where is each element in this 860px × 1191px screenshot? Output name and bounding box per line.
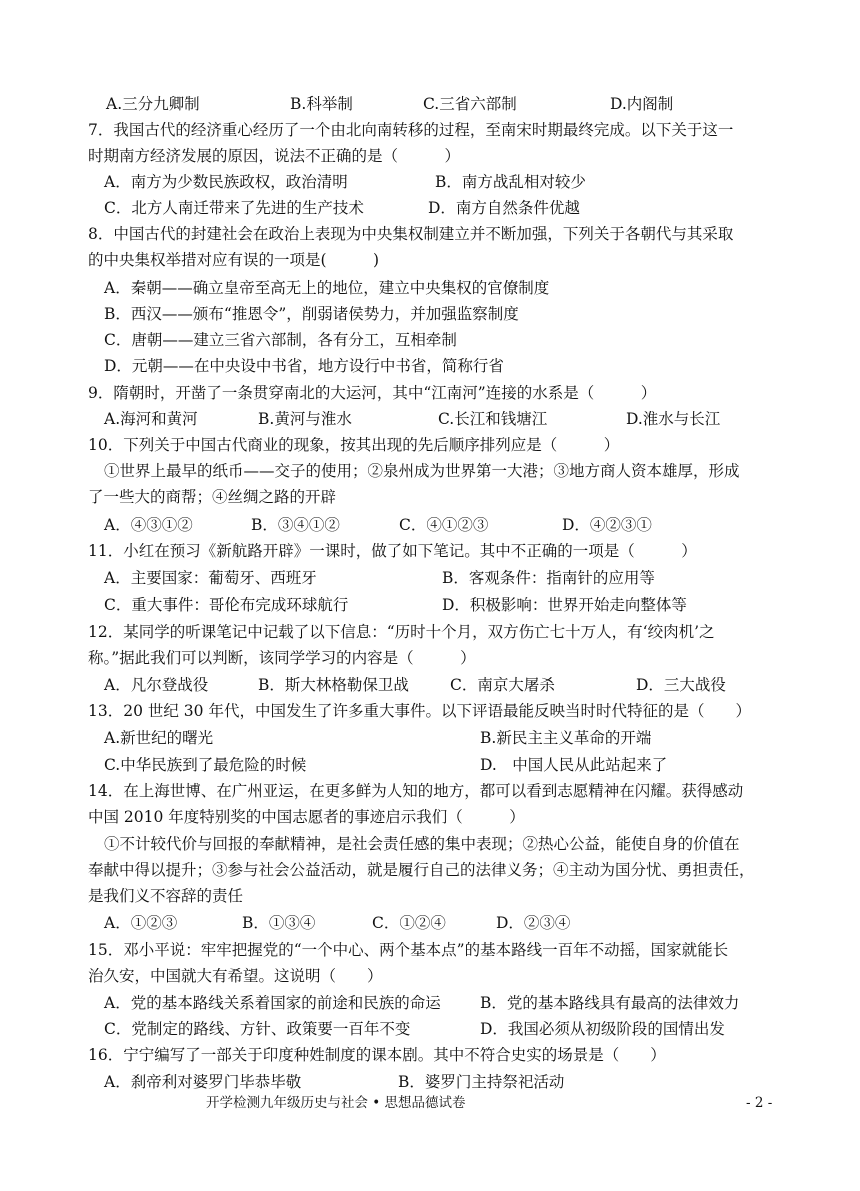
q6-option-c: C.三省六部制 <box>423 95 517 113</box>
q8-stem-line1: 8．中国古代的封建社会在政治上表现为中央集权制建立并不断加强，下列关于各朝代与其采取 <box>88 225 734 243</box>
q14-body-line3: 是我们义不容辞的责任 <box>88 887 244 905</box>
footer-exam-title: 开学检测九年级历史与社会 • 思想品德试卷 <box>206 1095 466 1111</box>
q6-option-a: A.三分九卿制 <box>106 95 200 113</box>
q13-option-c: C.中华民族到了最危险的时候 <box>104 756 307 774</box>
q11-option-d: D．积极影响：世界开始走向整体等 <box>442 596 687 614</box>
q11-stem: 11．小红在预习《新航路开辟》一课时，做了如下笔记。其中不正确的一项是（ ） <box>88 542 697 560</box>
q15-option-c: C．党制定的路线、方针、政策要一百年不变 <box>104 1020 411 1038</box>
q15-option-b: B．党的基本路线具有最高的法律效力 <box>480 994 740 1012</box>
q13-stem: 13．20 世纪 30 年代，中国发生了许多重大事件。以下评语最能反映当时时代特征的是（ ） <box>88 702 751 720</box>
q12-option-d: D．三大战役 <box>636 676 726 694</box>
q8-option-d: D．元朝——在中央设中书省，地方设行中书省，简称行省 <box>104 357 504 375</box>
q7-option-a: A．南方为少数民族政权，政治清明 <box>104 173 348 191</box>
q7-option-c: C．北方人南迁带来了先进的生产技术 <box>104 199 364 217</box>
q14-option-a: A．①②③ <box>104 914 178 932</box>
q9-option-c: C.长江和钱塘江 <box>438 410 548 428</box>
q12-stem-line2: 称。”据此我们可以判断，该同学学习的内容是（ ） <box>88 649 476 667</box>
q9-stem: 9．隋朝时，开凿了一条贯穿南北的大运河，其中“江南河”连接的水系是（ ） <box>88 384 657 402</box>
q7-option-b: B．南方战乱相对较少 <box>435 173 586 191</box>
q12-stem-line1: 12．某同学的听课笔记中记载了以下信息：“历时十个月，双方伤亡七十万人，有‘绞肉机’之 <box>88 623 715 641</box>
q14-body-line2: 奉献中得以提升；③参与社会公益活动，就是履行自己的法律义务；④主动为国分忧、勇担责任， <box>88 861 755 879</box>
q11-option-a: A．主要国家：葡萄牙、西班牙 <box>104 569 317 587</box>
q15-stem-line1: 15．邓小平说：牢牢把握党的“一个中心、两个基本点”的基本路线一百年不动摇，国家就能长 <box>88 941 729 959</box>
q12-option-b: B．斯大林格勒保卫战 <box>258 676 409 694</box>
q6-option-b: B.科举制 <box>290 95 353 113</box>
q8-option-b: B．西汉——颁布“推恩令”，削弱诸侯势力，并加强监察制度 <box>104 305 519 323</box>
q9-option-b: B.黄河与淮水 <box>258 410 352 428</box>
q10-option-d: D．④②③① <box>562 516 652 534</box>
q14-option-b: B．①③④ <box>242 914 316 932</box>
q13-option-d: D. 中国人民从此站起来了 <box>480 756 668 774</box>
q11-option-c: C．重大事件：哥伦布完成环球航行 <box>104 596 349 614</box>
q10-body-line2: 了一些大的商帮；④丝绸之路的开辟 <box>88 488 337 506</box>
footer-page-number: - 2 - <box>746 1095 773 1111</box>
q10-option-a: A．④③①② <box>104 516 193 534</box>
q8-stem-line2: 的中央集权举措对应有误的一项是( ) <box>88 251 380 269</box>
q16-option-b: B．婆罗门主持祭祀活动 <box>398 1073 565 1091</box>
q8-option-a: A．秦朝——确立皇帝至高无上的地位，建立中央集权的官僚制度 <box>104 279 550 297</box>
q12-option-c: C．南京大屠杀 <box>450 676 555 694</box>
q10-option-b: B．③④①② <box>251 516 340 534</box>
q11-option-b: B．客观条件：指南针的应用等 <box>442 569 655 587</box>
q14-option-d: D．②③④ <box>496 914 571 932</box>
q6-option-d: D.内阁制 <box>610 95 674 113</box>
q13-option-b: B.新民主主义革命的开端 <box>480 729 652 747</box>
q10-body-line1: ①世界上最早的纸币——交子的使用；②泉州成为世界第一大港；③地方商人资本雄厚，形成 <box>104 462 740 480</box>
q8-option-c: C．唐朝——建立三省六部制，各有分工，互相牵制 <box>104 331 457 349</box>
q14-option-c: C．①②④ <box>372 914 446 932</box>
q14-stem-line2: 中国 2010 年度特别奖的中国志愿者的事迹启示我们（ ） <box>88 808 525 826</box>
q12-option-a: A．凡尔登战役 <box>104 676 209 694</box>
q9-option-a: A.海河和黄河 <box>104 410 198 428</box>
q14-stem-line1: 14．在上海世博、在广州亚运，在更多鲜为人知的地方，都可以看到志愿精神在闪耀。获得感动 <box>88 782 744 800</box>
q16-stem: 16．宁宁编写了一部关于印度种姓制度的课本剧。其中不符合史实的场景是（ ） <box>88 1046 666 1064</box>
q14-body-line1: ①不计较代价与回报的奉献精神，是社会责任感的集中表现；②热心公益，能使自身的价值在 <box>104 835 740 853</box>
q15-option-d: D．我国必须从初级阶段的国情出发 <box>480 1020 725 1038</box>
q9-option-d: D.淮水与长江 <box>626 410 721 428</box>
q7-stem-line2: 时期南方经济发展的原因，说法不正确的是（ ） <box>88 147 461 165</box>
q10-stem: 10．下列关于中国古代商业的现象，按其出现的先后顺序排列应是（ ） <box>88 436 620 454</box>
q13-option-a: A.新世纪的曙光 <box>104 729 214 747</box>
q7-option-d: D．南方自然条件优越 <box>428 199 580 217</box>
q7-stem-line1: 7．我国古代的经济重心经历了一个由北向南转移的过程，至南宋时期最终完成。以下关于这一 <box>88 121 734 139</box>
q10-option-c: C．④①②③ <box>399 516 489 534</box>
q16-option-a: A．刹帝利对婆罗门毕恭毕敬 <box>104 1073 302 1091</box>
q15-stem-line2: 治久安，中国就大有希望。这说明（ ） <box>88 967 383 985</box>
q15-option-a: A．党的基本路线关系着国家的前途和民族的命运 <box>104 994 441 1012</box>
